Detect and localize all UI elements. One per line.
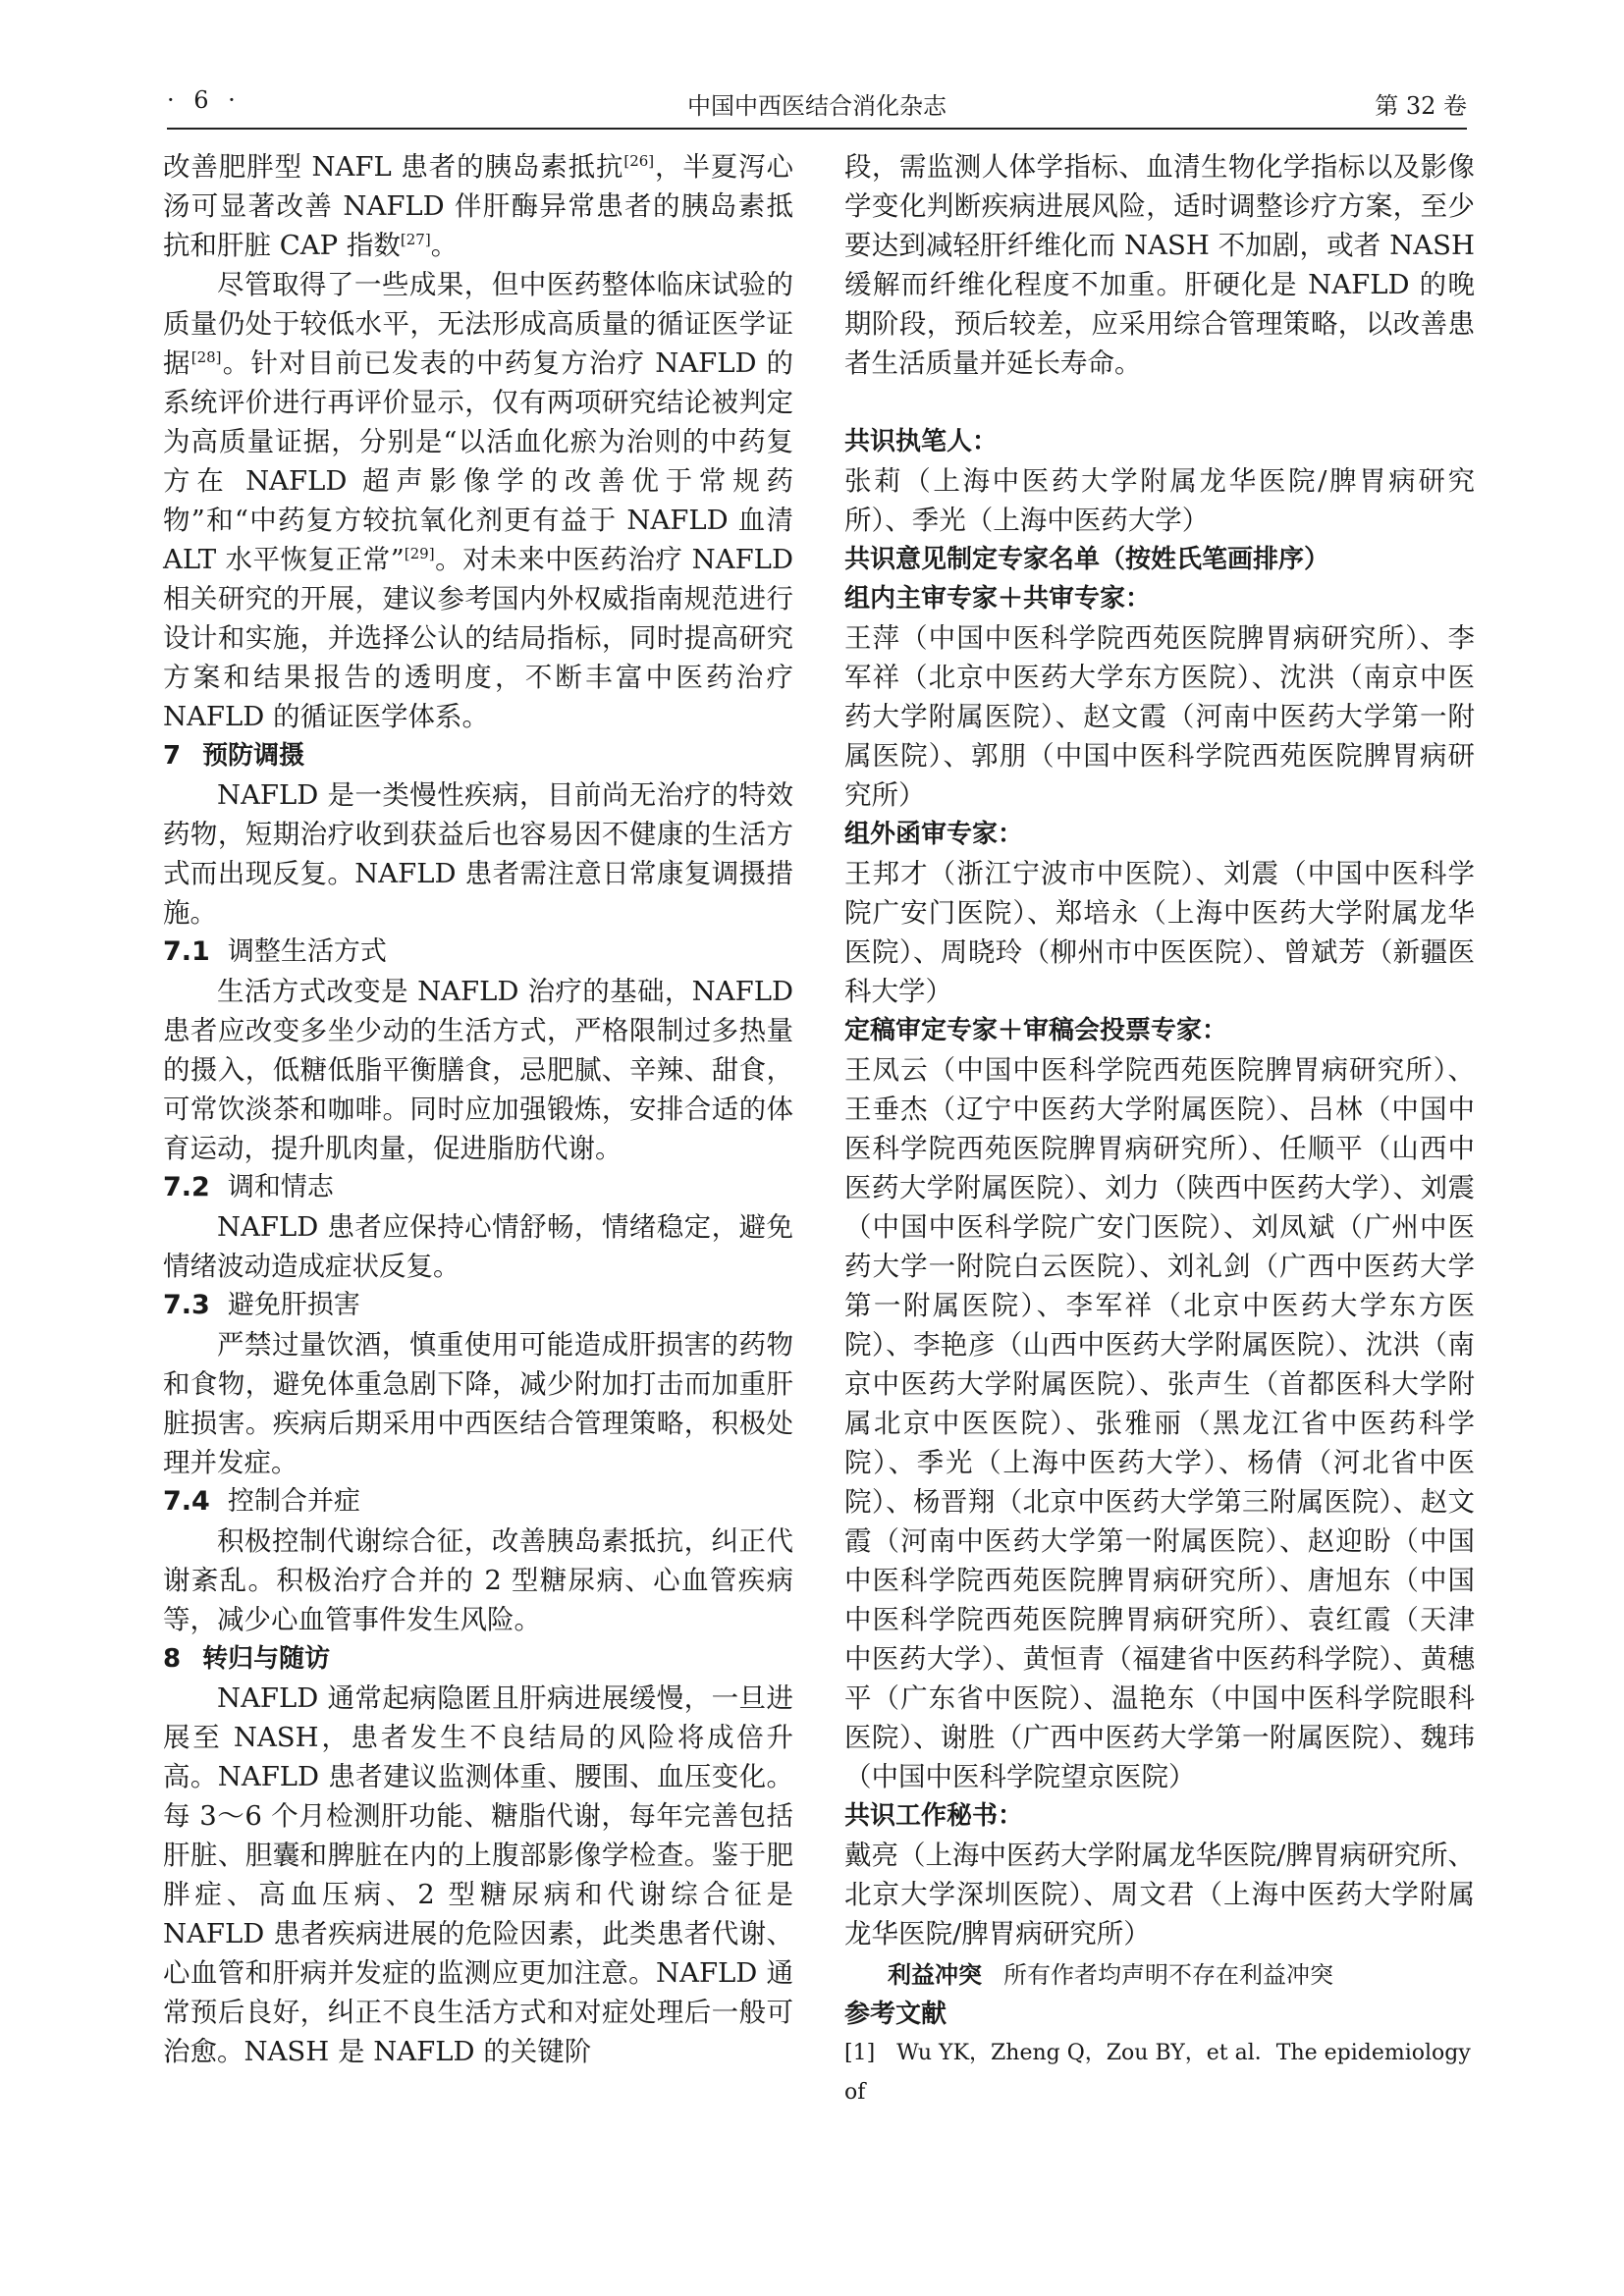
group3-experts: 王凤云（中国中医科学院西苑医院脾胃病研究所）、王垂杰（辽宁中医药大学附属医院）、吕林（中国中医科学院西苑医院脾胃病研究所）、任顺平（山西中医药大学附属医院）、刘力（陕西中医药大学）、刘震（中国中医科学院广安门医院）、刘凤斌（广州中医药大学一附院白云医院）、刘礼剑（广西中医药大学第一附属医院）、李军祥（北京中医药大学东方医院）、李艳彦（山西中医药大学附属医院）、沈洪（南京中医药大学附属医院）、张声生（首都医科大学附属北京中医医院）、张雅丽（黑龙江省中医药科学院）、季光（上海中医药大学）、杨倩（河北省中医院）、杨晋翔（北京中医药大学第三附属医院）、赵文霞（河南中医药大学第一附属医院）、赵迎盼（中国中医科学院西苑医院脾胃病研究所）、唐旭东（中国中医科学院西苑医院脾胃病研究所）、袁红霞（天津中医药大学）、黄恒青（福建省中医药科学院）、黄穗平（广东省中医院）、温艳东（中国中医科学院眼科医院）、谢胜（广西中医药大学第一附属医院）、魏玮（中国中医科学院望京医院） (844, 1054, 1475, 1792)
journal-name: 中国中西医结合消化杂志 (687, 92, 947, 120)
page-number: · 6 · (167, 86, 242, 114)
citation-29[interactable]: [29] (404, 544, 435, 562)
secretary-list: 戴亮（上海中医药大学附属龙华医院/脾胃病研究所、北京大学深圳医院）、周文君（上海中医药大学附属龙华医院/脾胃病研究所） (844, 1840, 1475, 1949)
section-heading-7-4: 7.4 控制合并症 (163, 1486, 360, 1517)
right-column (844, 147, 1475, 2112)
section-heading-7-2: 7.2 调和情志 (163, 1172, 334, 1202)
conflict-of-interest (844, 1955, 1475, 1995)
secretary-heading: 共识工作秘书： (844, 1801, 1024, 1831)
reference-item (844, 2034, 1475, 2112)
reference-text: Wu YK，Zheng Q，Zou BY，et al．The epidemiology of (844, 2041, 1471, 2105)
section-heading-7-1: 7.1 调整生活方式 (163, 936, 387, 967)
paragraph-emotion: NAFLD 患者应保持心情舒畅，情绪稳定，避免情绪波动造成症状反复。 (163, 1211, 793, 1282)
reference-number: [1] (844, 2041, 876, 2065)
section-heading-8: 8 转归与随访 (163, 1644, 331, 1674)
citation-26[interactable]: [26] (623, 151, 655, 170)
section-heading-7: 7 预防调摄 (163, 741, 305, 771)
group2-experts: 王邦才（浙江宁波市中医院）、刘震（中国中医科学院广安门医院）、郑培永（上海中医药大学附属龙华医院）、周晓玲（柳州市中医医院）、曾斌芳（新疆医科大学） (844, 858, 1475, 1007)
left-column (163, 147, 793, 2071)
conflict-of-interest-text: 所有作者均声明不存在利益冲突 (1003, 1961, 1333, 1989)
references-heading: 参考文献 (844, 2000, 947, 2029)
paragraph-comorbidity: 积极控制代谢综合征，改善胰岛素抵抗，纠正代谢紊乱。积极治疗合并的 2 型糖尿病、心血管疾病等，减少心血管事件发生风险。 (163, 1525, 793, 1635)
group3-heading: 定稿审定专家＋审稿会投票专家： (844, 1016, 1228, 1045)
expert-list-heading: 共识意见制定专家名单（按姓氏笔画排序） (844, 545, 1330, 574)
group1-experts: 王萍（中国中医科学院西苑医院脾胃病研究所）、李军祥（北京中医药大学东方医院）、沈洪（南京中医药大学附属医院）、赵文霞（河南中医药大学第一附属医院）、郭朋（中国中医科学院西苑医院脾胃病研究所） (844, 622, 1475, 811)
volume-number: 第 32 卷 (1375, 92, 1467, 120)
paragraph-liver-damage: 严禁过量饮酒，慎重使用可能造成肝损害的药物和食物，避免体重急剧下降，减少附加打击而加重肝脏损害。疾病后期采用中西医结合管理策略，积极处理并发症。 (163, 1329, 793, 1478)
group2-heading: 组外函审专家： (844, 820, 1024, 849)
paragraph-prevention: NAFLD 是一类慢性疾病，目前尚无治疗的特效药物，短期治疗收到获益后也容易因不健康的生活方式而出现反复。NAFLD 患者需注意日常康复调摄措施。 (163, 779, 793, 929)
paragraph-followup: NAFLD 通常起病隐匿且肝病进展缓慢，一旦进展至 NASH，患者发生不良结局的风险将成倍升高。NAFLD 患者建议监测体重、腰围、血压变化。每 3～6 个月检测肝功能、糖脂代谢，每年完善包括肝脏、胆囊和脾脏在内的上腹部影像学检查。鉴于肥胖症、高血压病、2 型糖尿病和代谢综合征是 NAFLD 患者疾病进展的危险因素，此类患者代谢、心血管和肝病并发症的监测应更加注意。NAFLD 通常预后良好，纠正不良生活方式和对症处理后一般可治愈。NASH 是 NAFLD 的关键阶 (163, 1682, 793, 2067)
paragraph-tcm-insulin: 改善肥胖型 NAFL 患者的胰岛素抵抗[26]，半夏泻心汤可显著改善 NAFLD 伴肝酶异常患者的胰岛素抵抗和肝脏 CAP 指数[27]。 (163, 151, 794, 261)
writers-list: 张莉（上海中医药大学附属龙华医院/脾胃病研究所）、季光（上海中医药大学） (844, 465, 1475, 536)
citation-27[interactable]: [27] (400, 230, 431, 248)
paragraph-evidence: 尽管取得了一些成果，但中医药整体临床试验的质量仍处于较低水平，无法形成高质量的循证医学证据[28]。针对目前已发表的中药复方治疗 NAFLD 的系统评价进行再评价显示，仅有两项研究结论被判定为高质量证据，分别是“以活血化瘀为治则的中药复方在 NAFLD 超声影像学的改善优于常规药物”和“中药复方较抗氧化剂更有益于 NAFLD 血清 ALT 水平恢复正常”[29]。对未来中医药治疗 NAFLD 相关研究的开展，建议参考国内外权威指南规范进行设计和实施，并选择公认的结局指标，同时提高研究方案和结果报告的透明度，不断丰富中医药治疗 NAFLD 的循证医学体系。 (163, 269, 794, 732)
paragraph-lifestyle: 生活方式改变是 NAFLD 治疗的基础，NAFLD 患者应改变多坐少动的生活方式，严格限制过多热量的摄入，低糖低脂平衡膳食，忌肥腻、辛辣、甜食，可常饮淡茶和咖啡。同时应加强锻炼，安排合适的体育运动，提升肌肉量，促进脂肪代谢。 (163, 976, 793, 1164)
conflict-of-interest-label: 利益冲突 (888, 1961, 982, 1989)
group1-heading: 组内主审专家＋共审专家： (844, 584, 1152, 614)
section-heading-7-3: 7.3 避免肝损害 (163, 1290, 360, 1320)
citation-28[interactable]: [28] (190, 347, 222, 366)
running-header (167, 86, 1467, 126)
paragraph-followup-continued: 段，需监测人体学指标、血清生物化学指标以及影像学变化判断疾病进展风险，适时调整诊疗方案，至少要达到减轻肝纤维化而 NASH 不加剧，或者 NASH 缓解而纤维化程度不加重。肝硬化是 NAFLD 的晚期阶段，预后较差，应采用综合管理策略，以改善患者生活质量并延长寿命。 (844, 151, 1475, 379)
header-rule (167, 128, 1467, 130)
spacer (844, 383, 1475, 422)
writers-heading: 共识执笔人： (844, 427, 999, 456)
